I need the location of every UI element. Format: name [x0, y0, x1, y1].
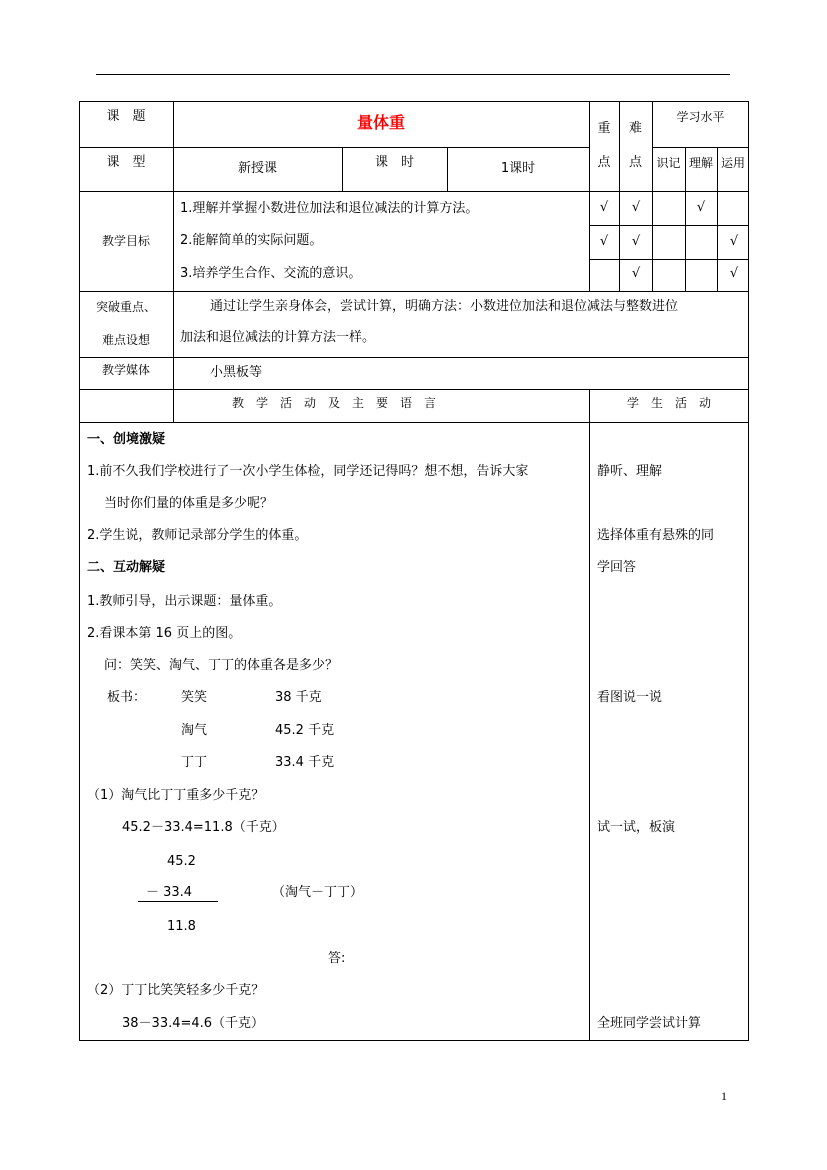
objective-3: 3.培养学生合作、交流的意识。: [180, 266, 362, 281]
level-understand: 理解: [688, 156, 713, 170]
key-point-col-1: 重: [597, 121, 611, 136]
student-activity: 试一试，板演: [597, 820, 676, 835]
difficult-point-col-1: 难: [628, 121, 642, 136]
vertical-calc-result: 11.8: [167, 919, 196, 934]
hours-label: 课 时: [374, 155, 414, 170]
question: 问：笑笑、淘气、丁丁的体重各是多少？: [104, 658, 339, 673]
check-mark: √: [729, 234, 739, 249]
breakthrough-text-1: 通过让学生亲身体会，尝试计算，明确方法：小数进位加法和退位减法与整数进位: [210, 299, 679, 314]
breakthrough-label-2: 难点设想: [101, 333, 150, 347]
board-weight: 38 千克: [275, 690, 322, 705]
check-mark: √: [631, 234, 641, 249]
s1-item-1-line-2: 当时你们量的体重是多少呢？: [104, 496, 274, 511]
type-label: 课 型: [106, 155, 146, 170]
objective-2: 2.能解简单的实际问题。: [180, 233, 323, 248]
level-apply: 运用: [720, 156, 745, 170]
s2-item-2: 2.看课本第 16 页上的图。: [87, 626, 242, 641]
check-mark: √: [631, 266, 641, 281]
student-activity: 静听、理解: [597, 464, 663, 479]
question-1: （1）淘气比丁丁重多少千克？: [87, 788, 265, 803]
learning-level-header: 学习水平: [676, 110, 725, 124]
header-rule: [96, 74, 730, 75]
s2-item-1: 1.教师引导，出示课题：量体重。: [87, 594, 282, 609]
page-title: 量体重: [356, 113, 405, 132]
board-name: 丁丁: [181, 755, 208, 770]
vertical-calc-note: （淘气－丁丁）: [272, 885, 364, 900]
objectives-label: 教学目标: [101, 234, 150, 248]
lesson-type: 新授课: [237, 161, 277, 176]
question-2: （2）丁丁比笑笑轻多少千克？: [87, 983, 265, 998]
student-activity: 看图说一说: [597, 690, 663, 705]
board-label: 板书：: [107, 690, 147, 705]
lesson-hours: 1课时: [500, 161, 536, 176]
student-activity: 选择体重有悬殊的同: [597, 528, 715, 543]
answer-label: 答:: [328, 951, 346, 966]
page-number: 1: [721, 1089, 727, 1103]
breakthrough-text-2: 加法和退位减法的计算方法一样。: [180, 330, 376, 345]
board-name: 淘气: [181, 723, 208, 738]
vertical-calc-top: 45.2: [167, 854, 196, 869]
check-mark: √: [696, 200, 706, 215]
key-point-col-2: 点: [597, 155, 611, 170]
student-activity: 全班同学尝试计算: [597, 1016, 702, 1031]
check-mark: √: [729, 266, 739, 281]
vertical-calc-line: [138, 901, 218, 902]
board-name: 笑笑: [181, 690, 208, 705]
teacher-activities-header: 教 学 活 动 及 主 要 语 言: [231, 396, 436, 410]
student-activities-header: 学 生 活 动: [626, 396, 711, 410]
media-value: 小黑板等: [210, 365, 263, 380]
s1-item-2: 2.学生说，教师记录部分学生的体重。: [87, 528, 308, 543]
check-mark: √: [599, 200, 609, 215]
board-weight: 33.4 千克: [275, 755, 335, 770]
student-activity: 学回答: [597, 560, 637, 575]
lesson-plan-table: [79, 101, 749, 1041]
section-2-title: 二、互动解疑: [87, 560, 166, 575]
topic-label: 课 题: [106, 109, 146, 124]
level-remember: 识记: [656, 156, 681, 170]
breakthrough-label-1: 突破重点、: [95, 300, 156, 314]
section-1-title: 一、创境激疑: [87, 432, 166, 447]
question-2-equation: 38－33.4=4.6（千克）: [122, 1016, 265, 1031]
vertical-calc-subtrahend: － 33.4: [146, 885, 193, 900]
difficult-point-col-2: 点: [628, 155, 642, 170]
media-label: 教学媒体: [101, 363, 150, 377]
objective-1: 1.理解并掌握小数进位加法和退位减法的计算方法。: [180, 201, 479, 216]
s1-item-1-line-1: 1.前不久我们学校进行了一次小学生体检，同学还记得吗？想不想，告诉大家: [87, 464, 529, 479]
check-mark: √: [631, 200, 641, 215]
question-1-equation: 45.2－33.4=11.8（千克）: [122, 820, 285, 835]
board-weight: 45.2 千克: [275, 723, 335, 738]
check-mark: √: [599, 234, 609, 249]
